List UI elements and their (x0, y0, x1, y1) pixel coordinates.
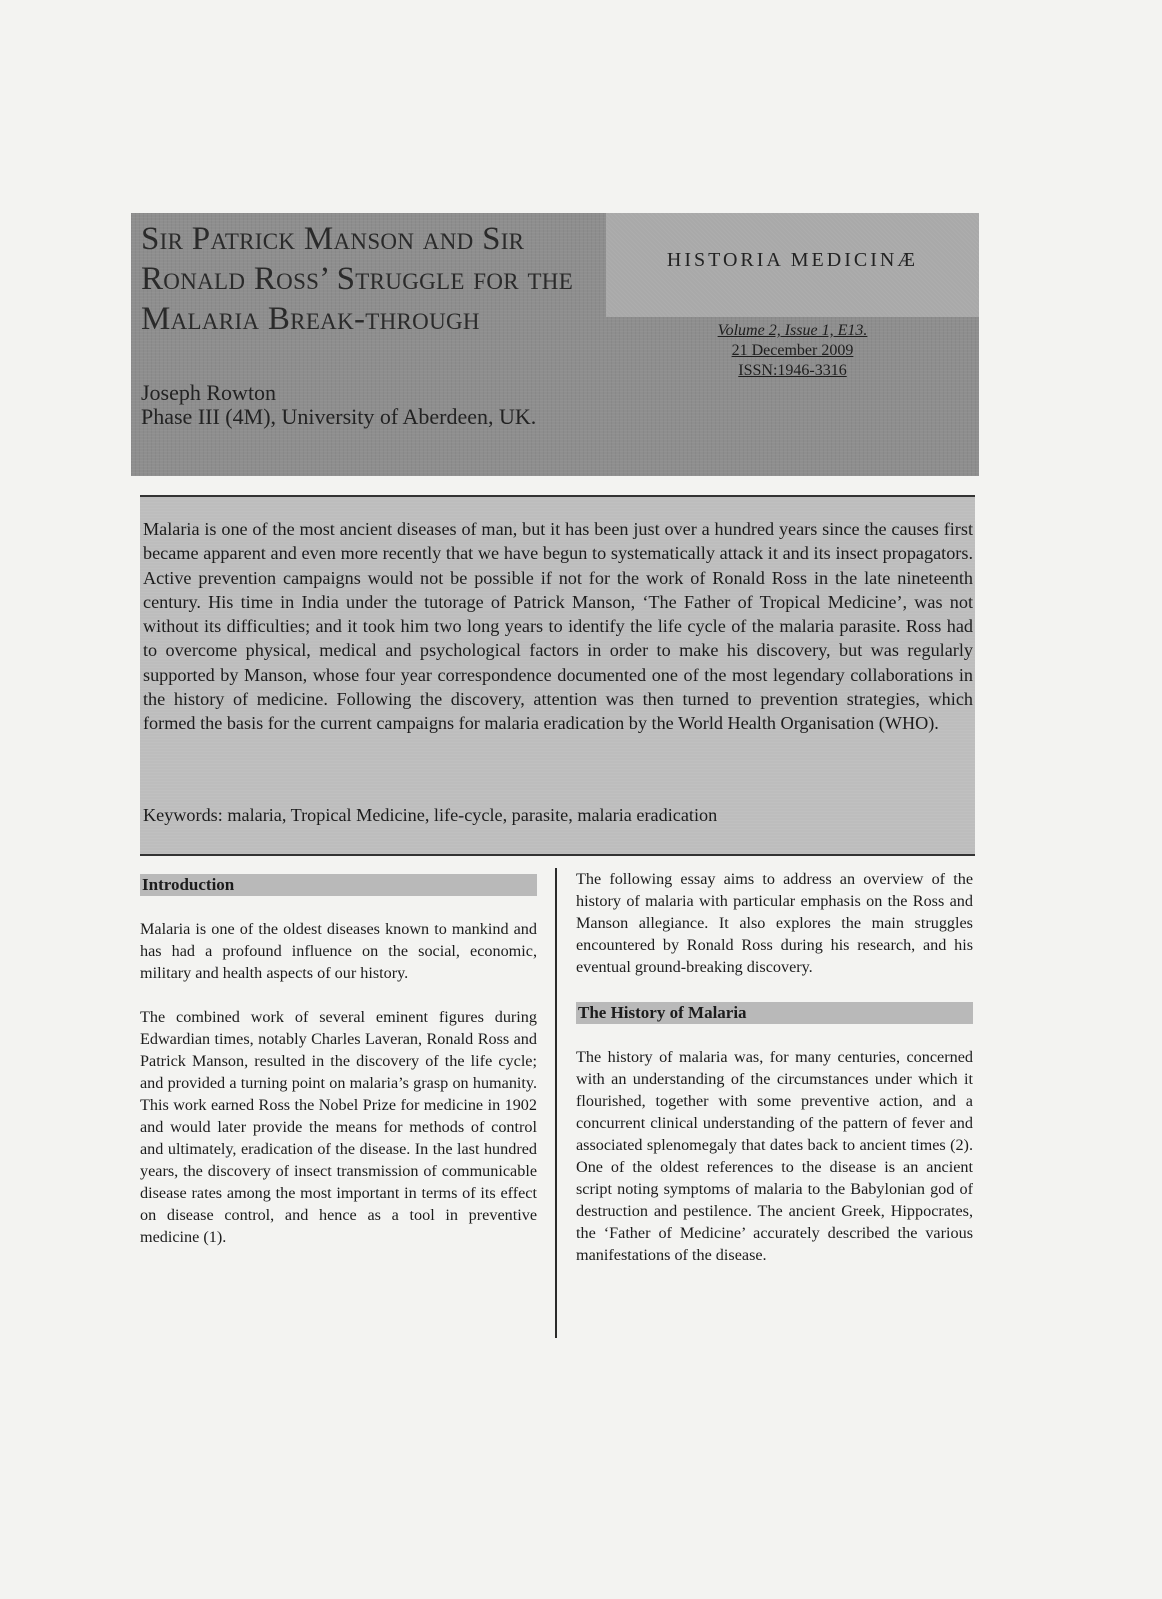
journal-meta (606, 321, 979, 381)
title-banner (131, 213, 979, 476)
body-paragraph: The combined work of several eminent figures during Edwardian times, notably Charles Laveran, Ronald Ross and Patrick Manson, resulted in the discovery of the life cycle; and provided a turning point on malaria’s grasp on humanity. This work earned Ross the Nobel Prize for medicine in 1902 and would later provide the means for methods of control and ultimately, eradication of the disease. In the last hundred years, the discovery of insect transmission of communicable disease rates among the most important in terms of its effect on disease control, and hence as a tool in preventive medicine (1). (140, 1008, 537, 1246)
left-column (140, 874, 537, 1248)
body-paragraph: The history of malaria was, for many centuries, concerned with an understanding of the circumstances under which it flourished, together with some preventive action, and a concurrent clinical understanding of the pattern of fever and associated splenomegaly that dates back to ancient times (2). One of the oldest references to the disease is an ancient script noting symptoms of malaria to the Babylonian god of destruction and pestilence. The ancient Greek, Hippocrates, the ‘Father of Medicine’ accurately described the various manifestations of the disease. (576, 1048, 973, 1264)
body-paragraph: The following essay aims to address an overview of the history of malaria with particular emphasis on the Ross and Manson allegiance. It also explores the main struggles encountered by Ronald Ross during his research, and his eventual ground-breaking discovery. (576, 870, 973, 976)
right-column (576, 870, 973, 1266)
section-heading-introduction: Introduction (140, 874, 537, 896)
author-affiliation: Phase III (4M), University of Aberdeen, UK. (141, 404, 537, 429)
column-divider (555, 868, 557, 1338)
journal-banner (606, 213, 979, 317)
section-heading-history: The History of Malaria (576, 1002, 973, 1024)
abstract-text: Malaria is one of the most ancient diseases of man, but it has been just over a hundred years since the causes first became apparent and even more recently that we have begun to systematically attack it and its insect propagators. Active prevention campaigns would not be possible if not for the work of Ronald Ross in the late nineteenth century. His time in India under the tutorage of Patrick Manson, ‘The Father of Tropical Medicine’, was not without its difficulties; and it took him two long years to identify the life cycle of the malaria parasite. Ross had to overcome physical, medical and psychological factors in order to make his discovery, but was regularly supported by Manson, whose four year correspondence documented one of the most legendary collaborations in the history of medicine. Following the discovery, attention was then turned to prevention strategies, which formed the basis for the current campaigns for malaria eradication by the World Health Organisation (WHO). (143, 519, 973, 734)
issn: ISSN:1946-3316 (738, 362, 847, 379)
keywords: Keywords: malaria, Tropical Medicine, life-cycle, parasite, malaria eradication (143, 805, 718, 825)
article-title: Sir Patrick Manson and Sir Ronald Ross’ Struggle for the Malaria Break-through (141, 221, 574, 337)
abstract-box (140, 495, 975, 856)
publication-date: 21 December 2009 (731, 342, 854, 359)
volume-info: Volume 2, Issue 1, E13. (717, 322, 868, 339)
body-paragraph: Malaria is one of the oldest diseases known to mankind and has had a profound influence on the social, economic, military and health aspects of our history. (140, 920, 537, 982)
author-block (141, 381, 601, 429)
journal-name: HISTORIA MEDICINÆ (666, 249, 919, 271)
author-name: Joseph Rowton (141, 380, 277, 405)
